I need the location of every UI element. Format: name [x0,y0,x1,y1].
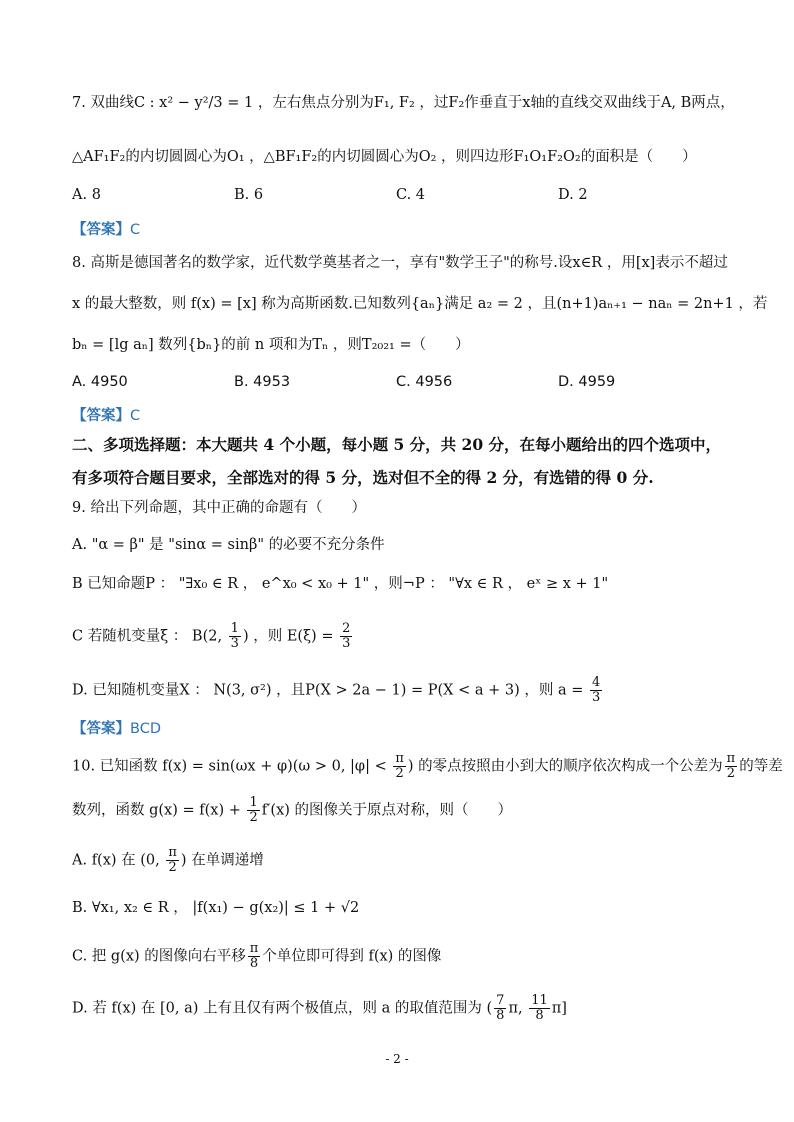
q10-line2-end: f′(x) 的图像关于原点对称，则（ ） [261,802,513,819]
q8-option-c: C. 4956 [396,374,453,390]
q9-c-prefix: C 若随机变量ξ ： B(2, [72,628,227,645]
fraction [340,622,352,651]
q8-line1: 8. 高斯是德国著名的数学家，近代数学奠基者之一，享有"数学王子"的称号.设x∈R ，用[x]表示不超过 [72,255,728,271]
answer-value: C [130,408,141,424]
fraction [529,994,550,1023]
answer-tag: 【答案】 [72,222,130,238]
fraction [248,942,261,971]
q9-answer [72,717,161,738]
fraction-denominator: 8 [496,1008,505,1023]
fraction [393,752,406,781]
q9-option-a: A. "α = β" 是 "sinα = sinβ" 的必要不充分条件 [72,537,385,553]
fraction [725,752,738,781]
q9-d-prefix: D. 已知随机变量X ： N(3, σ²) ，且P(X > 2a − 1) = P(X < a + 3) ，则 a = [72,682,588,699]
fraction-denominator: 3 [591,690,601,705]
answer-tag: 【答案】 [72,408,130,424]
fraction-numerator: 1 [230,621,239,636]
q10-a-prefix: A. f(x) 在 (0, [72,852,165,869]
q10-c-end: 个单位即可得到 f(x) 的图像 [262,948,442,965]
q10-d-prefix: D. 若 f(x) 在 [0, a) 上有且仅有两个极值点，则 a 的取值范围为 ( [72,1000,493,1017]
q10-line2-prefix: 数列，函数 g(x) = f(x) + [72,802,246,819]
fraction [590,676,602,705]
answer-value: C [130,222,141,238]
fraction-denominator: 2 [726,766,736,781]
q7-option-c: C. 4 [396,187,426,203]
q8-answer [72,404,140,425]
q8-option-d: D. 4959 [558,374,616,390]
q9-option-c [72,622,734,651]
q10-line1 [72,751,783,781]
q7-line1: 7. 双曲线C : x² − y²/3 = 1 ，左右焦点分别为F₁, F₂ ，过F₂作垂直于x轴的直线交双曲线于A, B两点， [72,95,735,111]
section-heading-line1: 二、多项选择题：本大题共 4 个小题，每小题 5 分，共 20 分，在每小题给出的四个选项中， [72,435,722,454]
q7-answer [72,218,140,239]
answer-tag: 【答案】 [72,721,130,737]
fraction-numerator: π [395,751,404,766]
fraction [229,622,241,651]
q10-option-c [72,942,734,971]
q10-line1-middle: ) 的零点按照由小到大的顺序依次构成一个公差为 [407,758,723,775]
fraction [166,846,179,875]
page-number: - 2 - [385,1052,409,1066]
q10-d-middle: π, [508,1000,528,1017]
fraction [494,994,506,1023]
q8-line2: x 的最大整数，则 f(x) = [x] 称为高斯函数.已知数列{aₙ}满足 a₂ = 2 ，且(n+1)aₙ₊₁ − naₙ = 2n+1 ，若 [72,296,768,312]
q10-a-end: ) 在单调递增 [180,852,264,869]
fraction-numerator: 11 [531,993,548,1008]
fraction-denominator: 2 [395,766,404,781]
q7-option-d: D. 2 [558,187,588,203]
fraction-numerator: 2 [342,621,351,636]
answer-value: BCD [130,721,161,737]
q10-line2 [72,796,734,825]
q7-option-a: A. 8 [72,187,101,203]
q9-option-b: B 已知命题P ： "∃x₀ ∈ R ， e^x₀ < x₀ + 1" ，则¬P ： "∀x ∈ R ， eˣ ≥ x + 1" [72,576,609,592]
fraction-denominator: 8 [249,956,259,971]
q8-options [72,374,732,390]
fraction-numerator: π [249,941,259,956]
fraction-denominator: 2 [249,810,258,825]
fraction-denominator: 8 [535,1008,544,1023]
fraction-numerator: 7 [496,993,505,1008]
q10-d-end: π] [551,1000,567,1017]
q9-option-d [72,676,734,705]
q7-line2: △AF₁F₂的内切圆圆心为O₁ ，△BF₁F₂的内切圆圆心为O₂ ，则四边形F₁O₁F₂O₂的面积是（ ） [72,149,697,165]
fraction-numerator: π [726,751,736,766]
q10-option-a [72,846,734,875]
q9-c-middle: ) ，则 E(ξ) = [242,628,339,645]
fraction-denominator: 2 [168,860,177,875]
fraction-numerator: 4 [591,675,601,690]
q8-option-a: A. 4950 [72,374,128,390]
q10-line1-prefix: 10. 已知函数 f(x) = sin(ωx + φ)(ω > 0, |φ| < [72,758,392,775]
fraction [247,796,259,825]
fraction-denominator: 3 [230,636,239,651]
q10-option-d [72,994,734,1023]
section-heading-line2: 有多项符合题目要求，全部选对的得 5 分，选对但不全的得 2 分，有选错的得 0 分. [72,468,654,487]
q10-line1-end: 的等差 [739,758,783,775]
fraction-denominator: 3 [342,636,351,651]
q8-line3: bₙ = [lg aₙ] 数列{bₙ}的前 n 项和为Tₙ ，则T₂₀₂₁ =（ ） [72,337,470,353]
q8-option-b: B. 4953 [234,374,291,390]
q7-options [72,187,732,203]
q9-stem: 9. 给出下列命题，其中正确的命题有（ ） [72,500,366,516]
fraction-numerator: 1 [249,795,258,810]
fraction-numerator: π [168,845,177,860]
q10-option-b: B. ∀x₁, x₂ ∈ R ， |f(x₁) − g(x₂)| ≤ 1 + √2 [72,900,360,916]
q10-c-prefix: C. 把 g(x) 的图像向右平移 [72,948,246,965]
q7-option-b: B. 6 [234,187,264,203]
